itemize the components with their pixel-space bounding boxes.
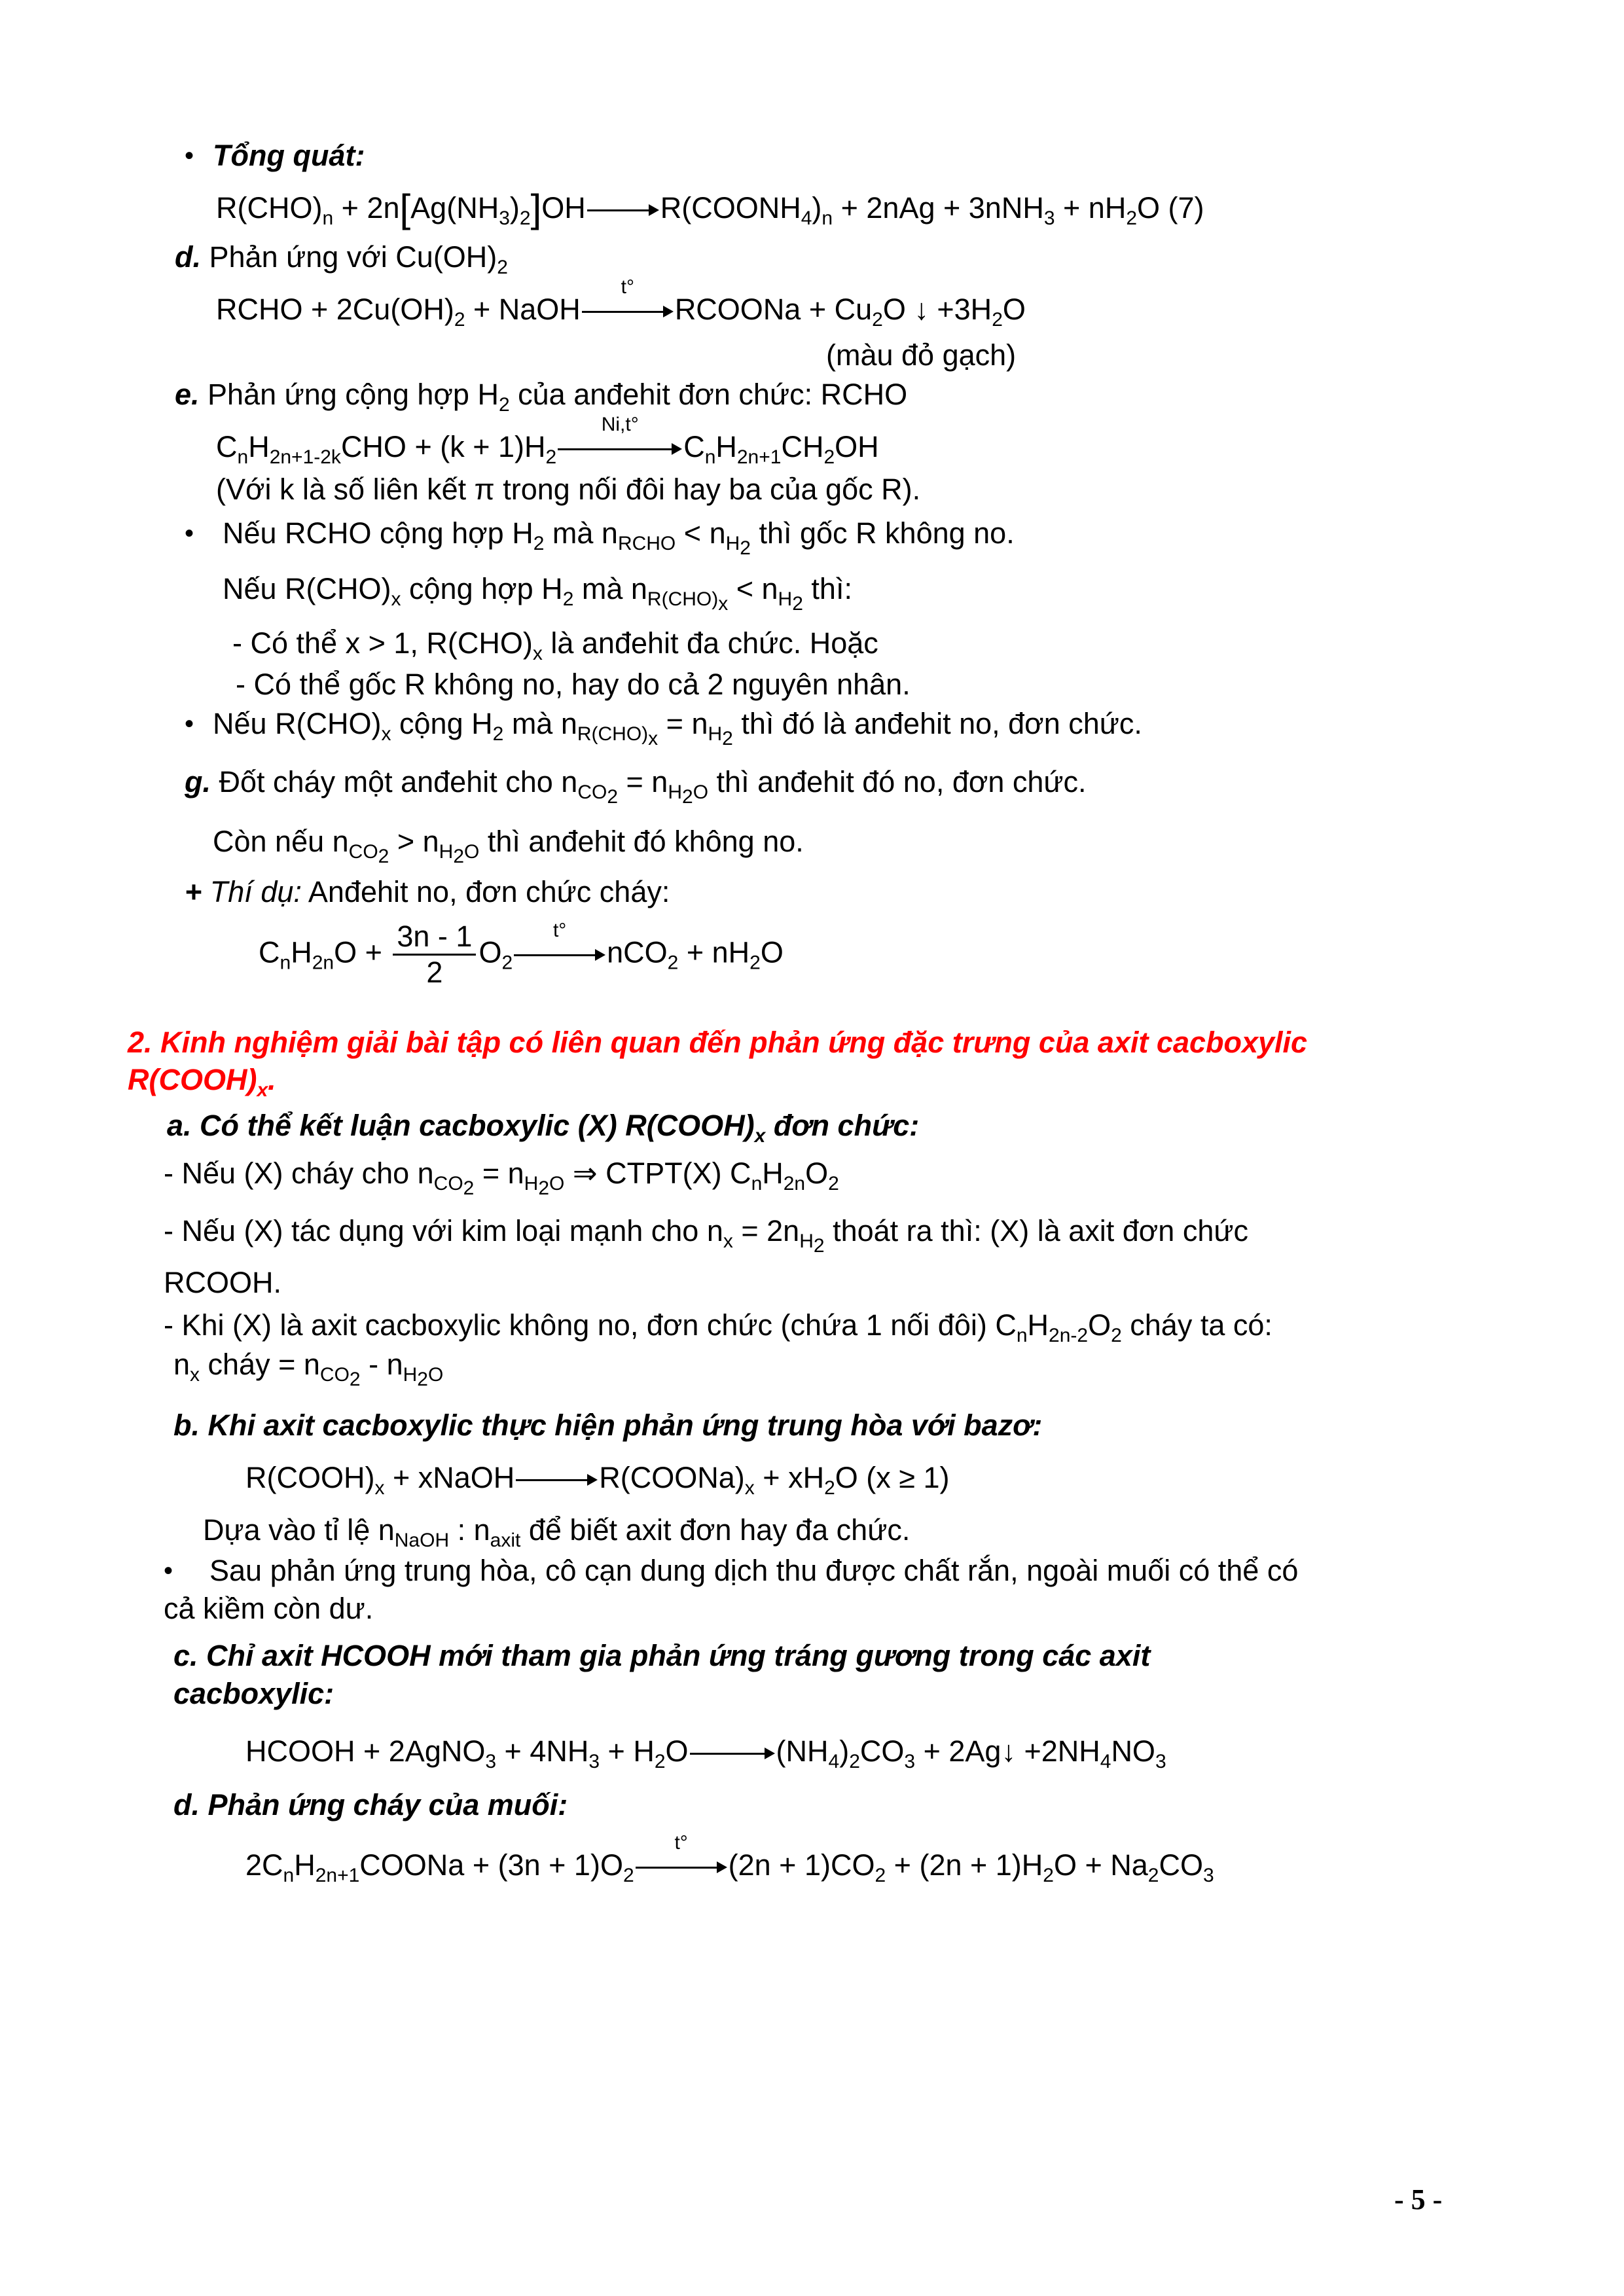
section-a-heading: a. Có thể kết luận cacboxylic (X) $R(COOH)_x$ đơn chức: (167, 1109, 920, 1147)
section-2-title-cont: $R(COOH)_x$. (128, 1063, 276, 1101)
after-neutralization: Sau phản ứng trung hòa, cô cạn dung dịch thu được chất rắn, ngoài muối có thể có (209, 1554, 1299, 1587)
item-a1: - Nếu (X) cháy cho $n_{CO_2} = n_{H_2O}$ ⇒ CTPT(X) $C_nH_{2n}O_2$ (164, 1157, 839, 1199)
condition-rcho: Nếu RCHO cộng hợp $H_2$ mà $n_{RCHO} < n_{H_2}$ thì gốc R không no. (223, 516, 1015, 559)
bullet-icon: • (185, 519, 194, 548)
equation-cu: RCHO + $2Cu(OH)_2$ + NaOH t° RCOONa + $Cu_2O$ ↓ $+3H_2O$ (216, 276, 1026, 331)
section-c-heading: c. Chỉ axit HCOOH mới tham gia phản ứng tráng gương trong các axit (173, 1639, 1151, 1672)
bullet-icon: • (185, 709, 194, 738)
section-g-heading: g. Đốt cháy một anđehit cho $n_{CO_2} = n_{H_2O}$ thì anđehit đó no, đơn chức. (185, 765, 1087, 808)
equation-h2: $C_nH_{2n+1-2k}CHO + (k + 1)H_2$ Ni,t° $C_nH_{2n+1}CH_2OH$ (216, 414, 879, 468)
section-d2-heading: d. Phản ứng cháy của muối: (173, 1788, 568, 1821)
equation-7: $R(CHO)_n + 2n[Ag(NH_3)_2]OH$ $R(COONH_4)_n + 2nAg + 3nNH_3 + nH_2O$ (7) (216, 187, 1204, 230)
condition-no-single: Nếu $R(CHO)_x$ cộng $H_2$ mà $n_{R(CHO)_x} = n_{H_2}$ thì đó là anđehit no, đơn chức. (213, 707, 1142, 749)
section-b-heading: b. Khi axit cacboxylic thực hiện phản ứng trung hòa với bazơ: (173, 1408, 1043, 1442)
section-d-heading: d. Phản ứng với $Cu(OH)_2$ (175, 240, 508, 278)
section-2-title: 2. Kinh nghiệm giải bài tập có liên quan đến phản ứng đặc trưng của axit cacboxylic (128, 1026, 1308, 1059)
example-heading: + Thí dụ: Anđehit no, đơn chức cháy: (185, 875, 670, 908)
after-neutralization-cont: cả kiềm còn dư. (164, 1592, 374, 1625)
equation-c: HCOOH + 2AgNO$_3$ + $4NH_3 + H_2O$ $(NH_4)_2CO_3$ + 2Ag↓ $+2NH_4NO_3$ (245, 1734, 1166, 1772)
ratio-note: Dựa vào tỉ lệ $n_{NaOH}$ : $n_{axit}$ để biết axit đơn hay đa chức. (203, 1513, 911, 1551)
item-a4: $n_x$ cháy = $n_{CO_2} - n_{H_2O}$ (173, 1348, 444, 1390)
bullet-icon: • (185, 141, 194, 170)
equation-b: $R(COOH)_x$ + xNaOH $R(COONa)_x + xH_2O$ (x ≥ 1) (245, 1461, 950, 1499)
k-note: (Với k là số liên kết π trong nối đôi hay ba của gốc R). (216, 473, 921, 506)
item-a2: - Nếu (X) tác dụng với kim loại mạnh cho $n_x = 2n_{H_2}$ thoát ra thì: (X) là axit đơn chức (164, 1214, 1248, 1257)
item-a3: - Khi (X) là axit cacboxylic không no, đơn chức (chứa 1 nối đôi) $C_nH_{2n-2}O_2$ cháy ta có: (164, 1308, 1272, 1346)
general-title: Tổng quát: (213, 139, 365, 172)
page-number: - 5 - (1394, 2183, 1443, 2215)
equation-d: $2C_nH_{2n+1}COONa + (3n + 1)O_2$ t° $(2n + 1)CO_2 + (2n + 1)H_2O + Na_2CO_3$ (245, 1832, 1214, 1886)
case-1: - Có thể x > 1, $R(CHO)_x$ là anđehit đa chức. Hoặc (232, 626, 878, 664)
condition-rchox: Nếu $R(CHO)_x$ cộng hợp $H_2$ mà $n_{R(CHO)_x} < n_{H_2}$ thì: (223, 572, 852, 615)
case-2: - Có thể gốc R không no, hay do cả 2 nguyên nhân. (236, 668, 911, 701)
bullet-icon: • (164, 1556, 173, 1585)
equation-burn: $C_nH_{2n}O$ + $\frac{3n - 1}{2}$ $O_2$ t° $nCO_2 + nH_2O$ (259, 919, 784, 989)
item-a2-cont: RCOOH. (164, 1266, 281, 1299)
section-e-heading: e. Phản ứng cộng hợp $H_2$ của anđehit đơn chức: RCHO (175, 378, 908, 416)
combustion-unsaturated: Còn nếu $n_{CO_2} > n_{H_2O}$ thì anđehit đó không no. (213, 825, 804, 867)
brick-red-note: (màu đỏ gạch) (826, 338, 1017, 372)
section-c-heading-cont: cacboxylic: (173, 1677, 334, 1710)
